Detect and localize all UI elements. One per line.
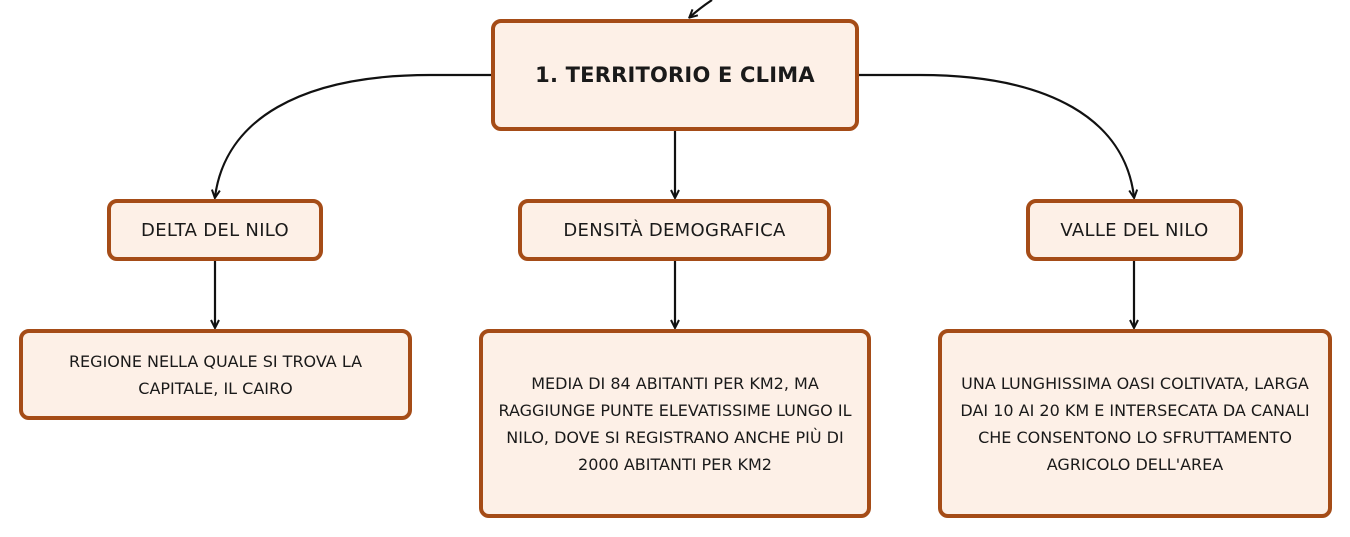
root-node [491, 19, 859, 131]
branch-node-valle-del-nilo [1026, 199, 1243, 261]
leaf-node-delta-description [19, 329, 412, 420]
branch-node-densita-demografica [518, 199, 831, 261]
branch-label: DENSITÀ DEMOGRAFICA [563, 219, 786, 241]
leaf-text: REGIONE NELLA QUALE SI TROVA LA CAPITALE, IL CAIRO [68, 351, 363, 398]
connector-root-valle [859, 75, 1134, 197]
branch-label: DELTA DEL NILO [141, 219, 289, 241]
branch-label: VALLE DEL NILO [1060, 219, 1209, 241]
leaf-text: UNA LUNGHISSIMA OASI COLTIVATA, LARGA DAI 10 AI 20 KM E INTERSECATA DA CANALI CHE CONSENTONO LO SFRUTTAMENTO AGRICOLO DELL'AREA [960, 373, 1310, 474]
root-label: 1. TERRITORIO E CLIMA [535, 63, 815, 87]
incoming-connector [690, 0, 712, 17]
leaf-node-densita-description [479, 329, 871, 518]
leaf-text: MEDIA DI 84 ABITANTI PER KM2, MA RAGGIUNGE PUNTE ELEVATISSIME LUNGO IL NILO, DOVE SI REGISTRANO ANCHE PIÙ DI 2000 ABITANTI PER KM2 [498, 373, 852, 474]
connector-root-delta [215, 75, 491, 197]
branch-node-delta-del-nilo [107, 199, 323, 261]
leaf-node-valle-description [938, 329, 1332, 518]
